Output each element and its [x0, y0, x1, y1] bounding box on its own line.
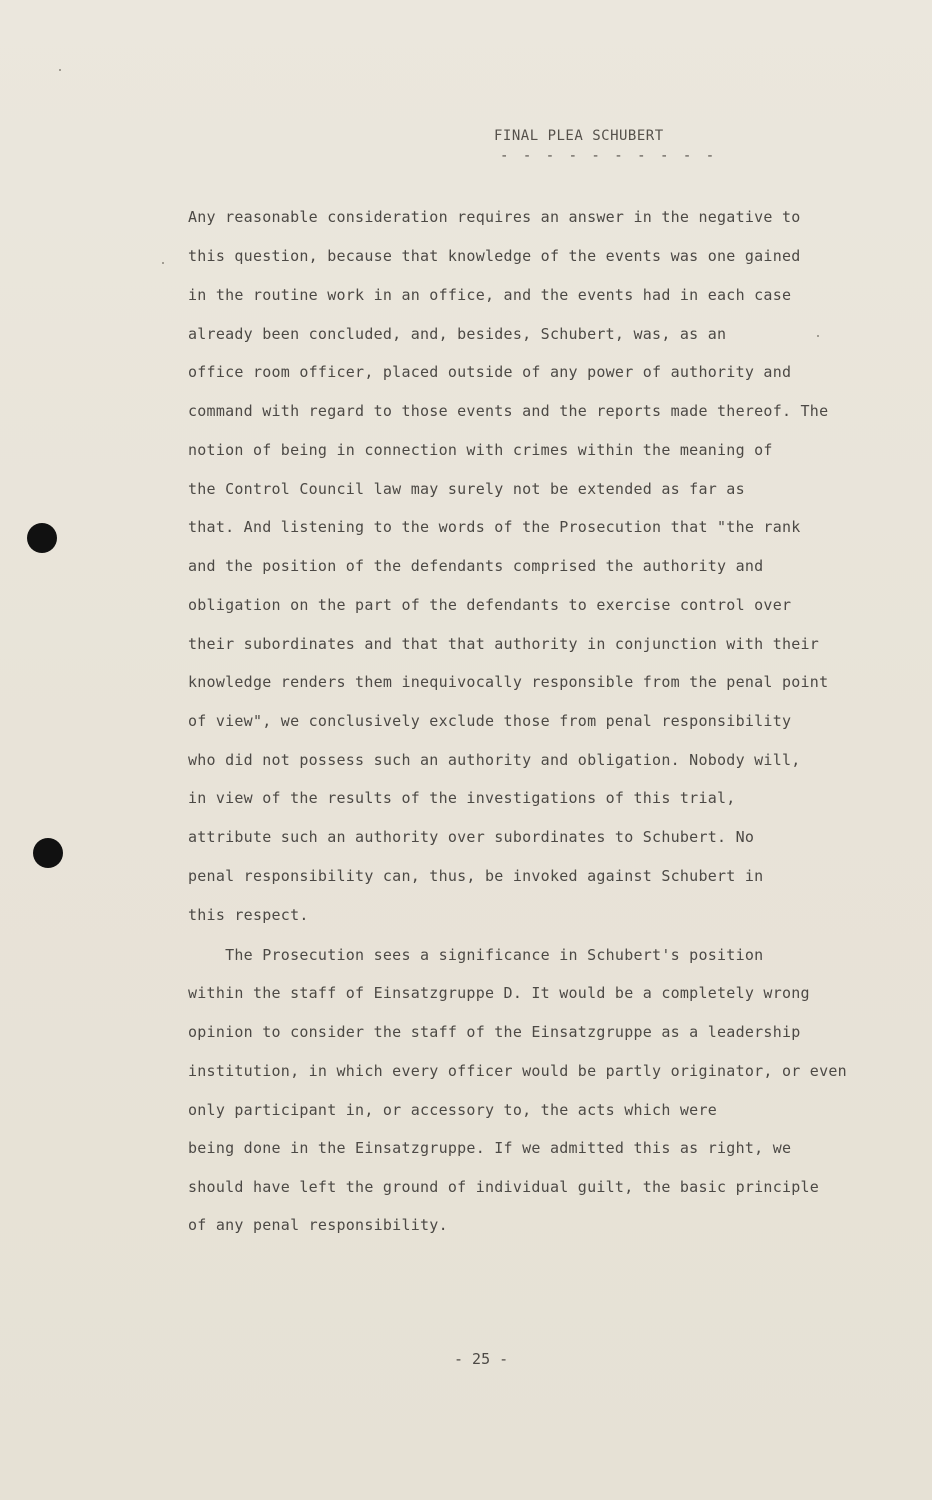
text-line: penal responsibility can, thus, be invoked against Schubert in — [188, 867, 764, 885]
text-line: in the routine work in an office, and the events had in each case — [188, 286, 792, 304]
text-line: obligation on the part of the defendants to exercise control over — [188, 596, 792, 614]
text-line: being done in the Einsatzgruppe. If we admitted this as right, we — [188, 1139, 792, 1157]
text-line: knowledge renders them inequivocally responsible from the penal point — [188, 673, 829, 691]
text-line: should have left the ground of individual guilt, the basic principle — [188, 1178, 820, 1196]
paper-speck — [817, 335, 819, 337]
paper-speck — [162, 262, 164, 264]
paper-speck — [59, 69, 61, 71]
text-line: attribute such an authority over subordinates to Schubert. No — [188, 828, 755, 846]
text-line: Any reasonable consideration requires an answer in the negative to — [188, 208, 801, 226]
text-line: notion of being in connection with crimes within the meaning of — [188, 441, 773, 459]
text-line: the Control Council law may surely not be extended as far as — [188, 480, 745, 498]
text-line: The Prosecution sees a significance in Schubert's position — [188, 946, 764, 964]
text-line: institution, in which every officer would be partly originator, or even — [188, 1062, 847, 1080]
text-line: opinion to consider the staff of the Einsatzgruppe as a leadership — [188, 1023, 801, 1041]
text-line: within the staff of Einsatzgruppe D. It would be a completely wrong — [188, 984, 810, 1002]
text-line: in view of the results of the investigations of this trial, — [188, 789, 736, 807]
title-underline: - - - - - - - - - - — [500, 148, 718, 164]
text-line: this respect. — [188, 906, 309, 924]
text-line: office room officer, placed outside of any power of authority and — [188, 363, 792, 381]
text-line: their subordinates and that that authority in conjunction with their — [188, 635, 820, 653]
text-line: of any penal responsibility. — [188, 1216, 448, 1234]
text-line: of view", we conclusively exclude those from penal responsibility — [188, 712, 792, 730]
text-line: command with regard to those events and the reports made thereof. The — [188, 402, 829, 420]
page-title: FINAL PLEA SCHUBERT — [494, 128, 664, 144]
text-line: this question, because that knowledge of the events was one gained — [188, 247, 801, 265]
text-line: and the position of the defendants comprised the authority and — [188, 557, 764, 575]
text-line: that. And listening to the words of the Prosecution that "the rank — [188, 518, 801, 536]
text-line: who did not possess such an authority and obligation. Nobody will, — [188, 751, 801, 769]
page-number: - 25 - — [454, 1350, 509, 1368]
text-line: only participant in, or accessory to, the acts which were — [188, 1101, 718, 1119]
punch-hole-bottom — [33, 838, 63, 868]
text-line: already been concluded, and, besides, Schubert, was, as an — [188, 325, 727, 343]
punch-hole-top — [27, 523, 57, 553]
